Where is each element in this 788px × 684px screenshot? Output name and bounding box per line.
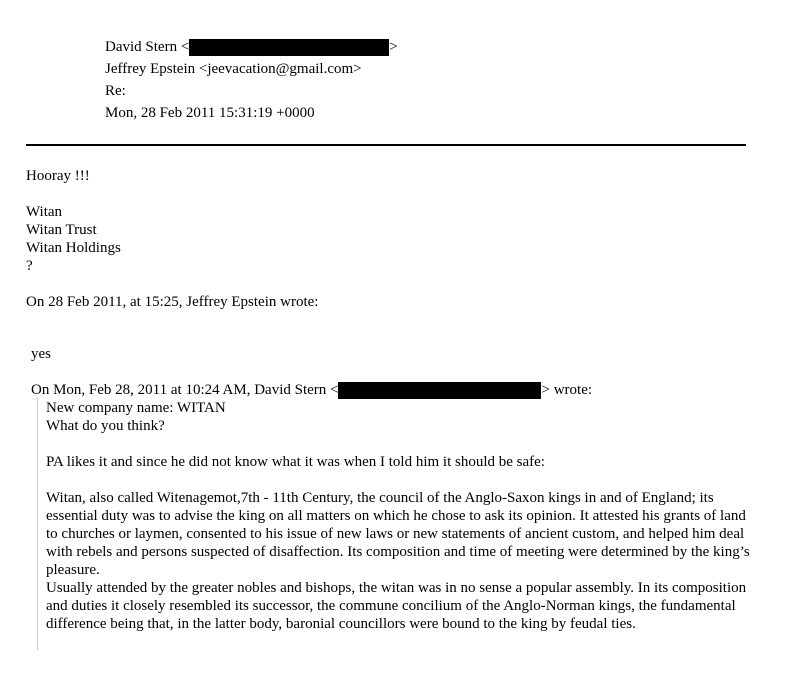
quoted-line: New company name: WITAN [46, 400, 226, 416]
quoted-line: PA likes it and since he did not know what it was when I told him it should be safe: [46, 454, 545, 470]
greeting: Hooray !!! [26, 168, 90, 184]
redacted-email [189, 39, 389, 56]
subject-value: Re: [105, 83, 126, 99]
name-question: ? [26, 258, 33, 274]
quote-bar [37, 398, 38, 650]
from-value [105, 37, 398, 57]
from-name: David Stern < [105, 39, 190, 55]
header-divider [26, 144, 746, 146]
redacted-email [338, 382, 541, 399]
quoted-attribution-suffix: > wrote: [541, 382, 593, 398]
reply-attribution: On 28 Feb 2011, at 15:25, Jeffrey Epstein wrote: [26, 294, 319, 310]
reply-text: yes [31, 346, 51, 362]
quoted-attribution [31, 381, 592, 399]
to-value: Jeffrey Epstein <jeevacation@gmail.com> [105, 61, 362, 77]
quoted-paragraph: Usually attended by the greater nobles and bishops, the witan was in no sense a popular assembly. In its composition and duties it closely resembled its successor, the commune concilium of the Anglo-Norman kings, the fundamental difference being that, in the latter body, baronial councillors were bound to the king by feudal ties. [46, 580, 747, 632]
quoted-attribution-prefix: On Mon, Feb 28, 2011 at 10:24 AM, David Stern < [31, 382, 339, 398]
quoted-line: What do you think? [46, 418, 165, 434]
quoted-paragraph: Witan, also called Witenagemot,7th - 11th Century, the council of the Anglo-Saxon kings in and of England; its essential duty was to advise the king on all matters on which he chose to ask its opinion. It attested his grants of land to churches or laymen, consented to his issue of new laws or new statements of ancient custom, and helped him deal with rebels and persons suspected of disaffection. Its composition and time of meeting were determined by the king’s pleasure. [46, 490, 750, 578]
from-close: > [389, 39, 398, 55]
name-option: Witan Trust [26, 222, 97, 238]
name-option: Witan Holdings [26, 240, 121, 256]
name-option: Witan [26, 204, 63, 220]
date-value: Mon, 28 Feb 2011 15:31:19 +0000 [105, 105, 315, 121]
